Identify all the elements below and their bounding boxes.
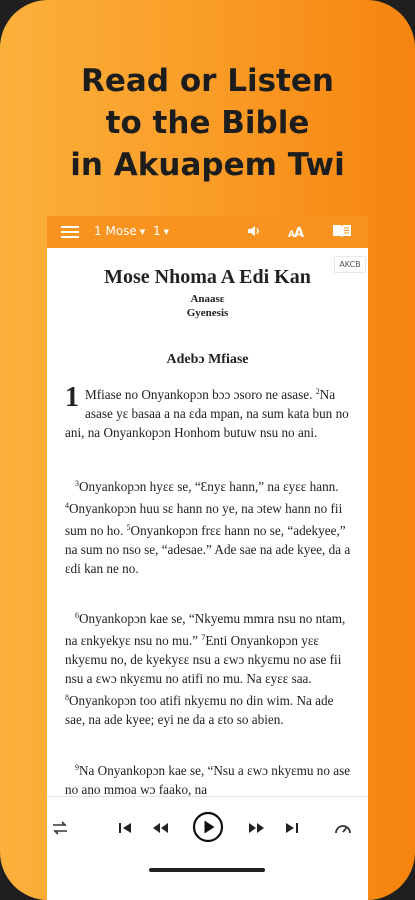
book-title: Mose Nhoma A Edi Kan [104, 266, 311, 288]
menu-icon[interactable] [61, 226, 79, 238]
verse-7: Enti Onyankopɔn yɛɛ nkyɛmu no, de kyekyɛɛ nsu a ɛwɔ nkyɛmu no ase fii nsu a ɛwɔ nkyɛmu no atifi no mu. Na ɛyɛɛ saa. [65, 633, 342, 686]
verse-6: Onyankopɔn kae se, “Nkyemu mmra nsu no ntam, na ɛnkyekyɛ nsu no mu.” [65, 611, 346, 648]
verse-number: 7 [201, 633, 206, 642]
repeat-icon[interactable] [51, 819, 69, 837]
chapter-selector-label: 1 [153, 224, 161, 238]
verse-4: Onyankopɔn huu sɛ hann no ye, na ɔtew hann no fii sum no ho. [65, 501, 343, 538]
verse-number: 9 [75, 763, 79, 772]
verse-3: Onyankopɔn hyɛɛ se, “Ɛnyɛ hann,” na ɛyɛɛ hann. [79, 479, 339, 494]
home-indicator[interactable] [149, 868, 265, 872]
section-heading: Adebɔ Mfiase [166, 352, 249, 367]
paragraph [65, 474, 351, 578]
verse-number: 8 [65, 693, 69, 702]
play-icon[interactable] [192, 811, 224, 843]
book-subtitle [47, 292, 368, 320]
book-icon[interactable] [331, 222, 353, 240]
audio-player [47, 796, 368, 866]
paragraph [65, 606, 351, 729]
headline-line-1: Read or Listen [81, 63, 334, 99]
verse-number: 4 [65, 501, 69, 510]
fast-forward-icon[interactable] [247, 819, 267, 837]
svg-text:A: A [294, 226, 305, 240]
caret-down-icon: ▼ [163, 227, 170, 236]
font-size-icon[interactable] [287, 222, 307, 240]
verse-number: 6 [75, 611, 79, 620]
skip-previous-icon[interactable] [117, 819, 133, 837]
chapter-number: 1 [65, 382, 79, 413]
promo-headline [0, 60, 415, 186]
paragraph [65, 382, 351, 442]
verse-1: Mfiase no Onyankopɔn bɔɔ ɔsoro ne asase. [85, 387, 313, 402]
skip-next-icon[interactable] [284, 819, 300, 837]
verse-5: Onyankopɔn frɛɛ hann no se, “adekyee,” na sum no nso se, “adesae.” Ade sae na ade kyee, da a ɛdi kan ne no. [65, 523, 351, 576]
chapter-selector[interactable] [153, 224, 169, 238]
version-tag[interactable]: AKCB [334, 256, 366, 273]
verse-number: 2 [315, 387, 320, 396]
verse-9: Na Onyankopɔn kae se, “Nsu a ɛwɔ nkyɛmu no ase no ano mmoa wɔ faako, na [65, 763, 351, 796]
book-selector[interactable] [94, 224, 145, 238]
speed-icon[interactable] [333, 819, 353, 837]
book-subtitle-alt: Anaasɛ [190, 293, 225, 305]
headline-line-2: to the Bible [105, 105, 310, 141]
speaker-icon[interactable] [245, 222, 263, 240]
phone-screen [47, 216, 368, 900]
rewind-icon[interactable] [150, 819, 170, 837]
app-bar [47, 216, 368, 248]
caret-down-icon: ▼ [139, 227, 146, 236]
book-selector-label: 1 Mose [94, 224, 137, 238]
reader-content[interactable] [47, 248, 368, 796]
verse-8: Onyankopɔn too atifi nkyɛmu no din wim. Na ade sae, na ade kyee; eyi ne da a ɛto so abien. [65, 693, 334, 727]
verse-number: 3 [75, 479, 79, 488]
verse-2: Na asase yɛ basaa a na ɛda mpan, na sum kata bun no ani, na Onyankopɔn Honhom butuw nsu no ani. [65, 387, 349, 440]
verse-number: 5 [126, 523, 131, 532]
paragraph [65, 758, 351, 796]
headline-line-3: in Akuapem Twi [70, 147, 345, 183]
book-subtitle-name: Gyenesis [186, 307, 229, 319]
svg-text:A: A [288, 230, 295, 240]
